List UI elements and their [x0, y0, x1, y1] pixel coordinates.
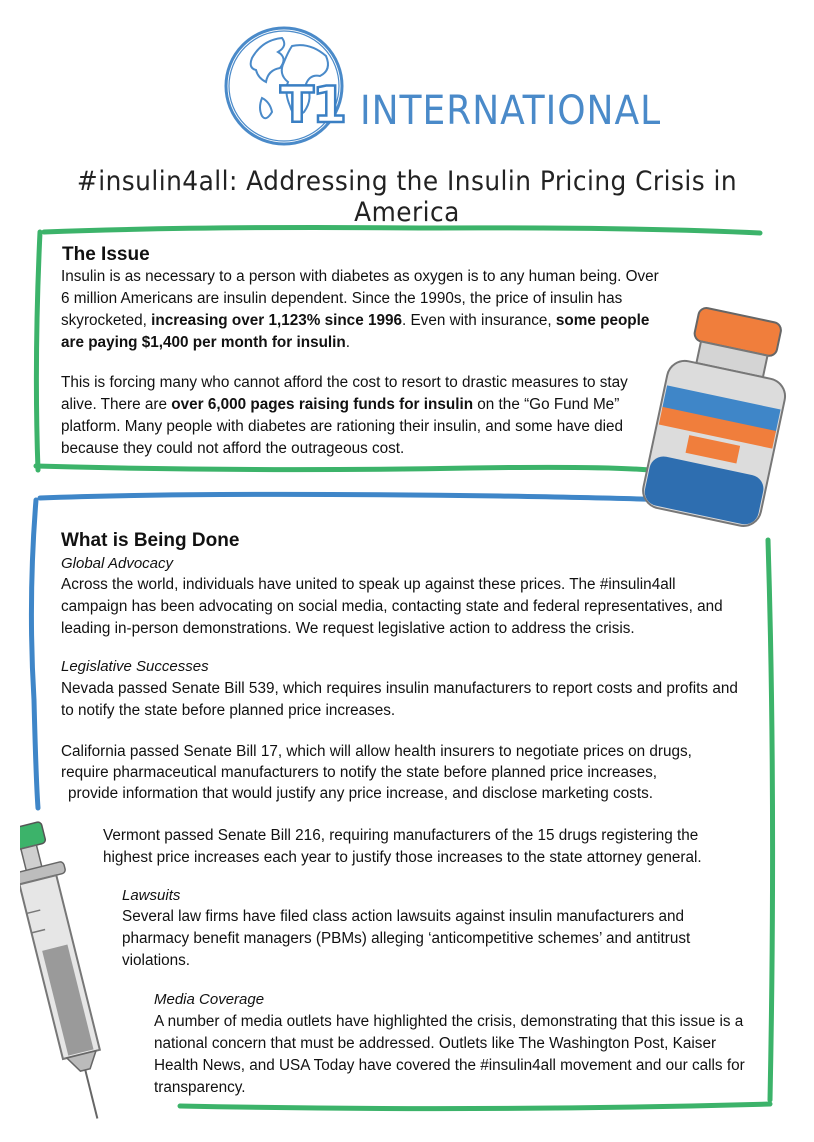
- issue-p2-text-c: on the “Go Fund Me” platform. Many people with diabetes are rationing their insulin, and some have died because they could not afford the outrageous cost.: [61, 396, 624, 457]
- global-advocacy-text: Across the world, individuals have united to speak up against these prices. The #insulin4all campaign has been advocating on social media, contacting state and federal representatives, and leading in-person demonstrations. We request legislative action to address the crisis.: [61, 576, 723, 637]
- issue-p1-bold-increase: increasing over 1,123% since 1996: [151, 312, 402, 329]
- logo-t1-text: T1: [280, 76, 345, 134]
- issue-heading: The Issue: [62, 244, 150, 265]
- issue-paragraph-2: [61, 372, 661, 460]
- vermont-text: Vermont passed Senate Bill 216, requiring manufacturers of the 15 drugs registering the highest price increases each year to justify those increases to the state attorney general.: [103, 827, 702, 866]
- nevada-text: Nevada passed Senate Bill 539, which requires insulin manufacturers to report costs and profits and to notify the state before planned price increases.: [61, 680, 738, 719]
- lawsuits-text: Several law firms have filed class action lawsuits against insulin manufacturers and pharmacy benefit managers (PBMs) alleging ‘anticompetitive schemes’ and antitrust violations.: [122, 908, 691, 969]
- issue-p2-text-a: This is forcing many who cannot afford the cost to resort to drastic measures to stay alive. There are: [61, 374, 628, 413]
- global-advocacy-title: Global Advocacy: [61, 555, 174, 572]
- done-heading: What is Being Done: [61, 530, 240, 551]
- issue-p2-bold-pages: over 6,000 pages raising funds for insulin: [171, 396, 474, 413]
- page-title: #insulin4all: Addressing the Insulin Pricing Crisis in America: [76, 166, 738, 228]
- issue-p1-text-a: Insulin is as necessary to a person with diabetes as oxygen is to any human being. Over 6 million Americans are insulin dependent. Since the 1990s, the price of insulin has skyrocketed,: [61, 268, 659, 329]
- issue-p1-bold-paying: some people are paying $1,400 per month for insulin: [61, 312, 650, 351]
- logo-wordmark: INTERNATIONAL: [360, 88, 662, 134]
- lawsuits-title: Lawsuits: [122, 887, 181, 904]
- california-line-2: require pharmaceutical manufacturers to notify the state before planned price increases,: [61, 764, 658, 781]
- legislative-successes-title: Legislative Successes: [61, 658, 209, 675]
- issue-p1-text-e: .: [345, 334, 351, 351]
- issue-paragraph-1: [61, 266, 661, 354]
- california-line-3: provide information that would justify any price increase, and disclose marketing costs.: [68, 785, 653, 802]
- media-coverage-text: A number of media outlets have highlighted the crisis, demonstrating that this issue is a national concern that must be addressed. Outlets like The Washington Post, Kaiser Health News, and USA Today have covered the #insulin4all movement and our calls for transparency.: [154, 1013, 745, 1096]
- media-coverage-title: Media Coverage: [154, 991, 265, 1008]
- california-line-1: California passed Senate Bill 17, which will allow health insurers to negotiate prices on drugs,: [61, 743, 692, 760]
- issue-p1-text-c: . Even with insurance,: [401, 312, 556, 329]
